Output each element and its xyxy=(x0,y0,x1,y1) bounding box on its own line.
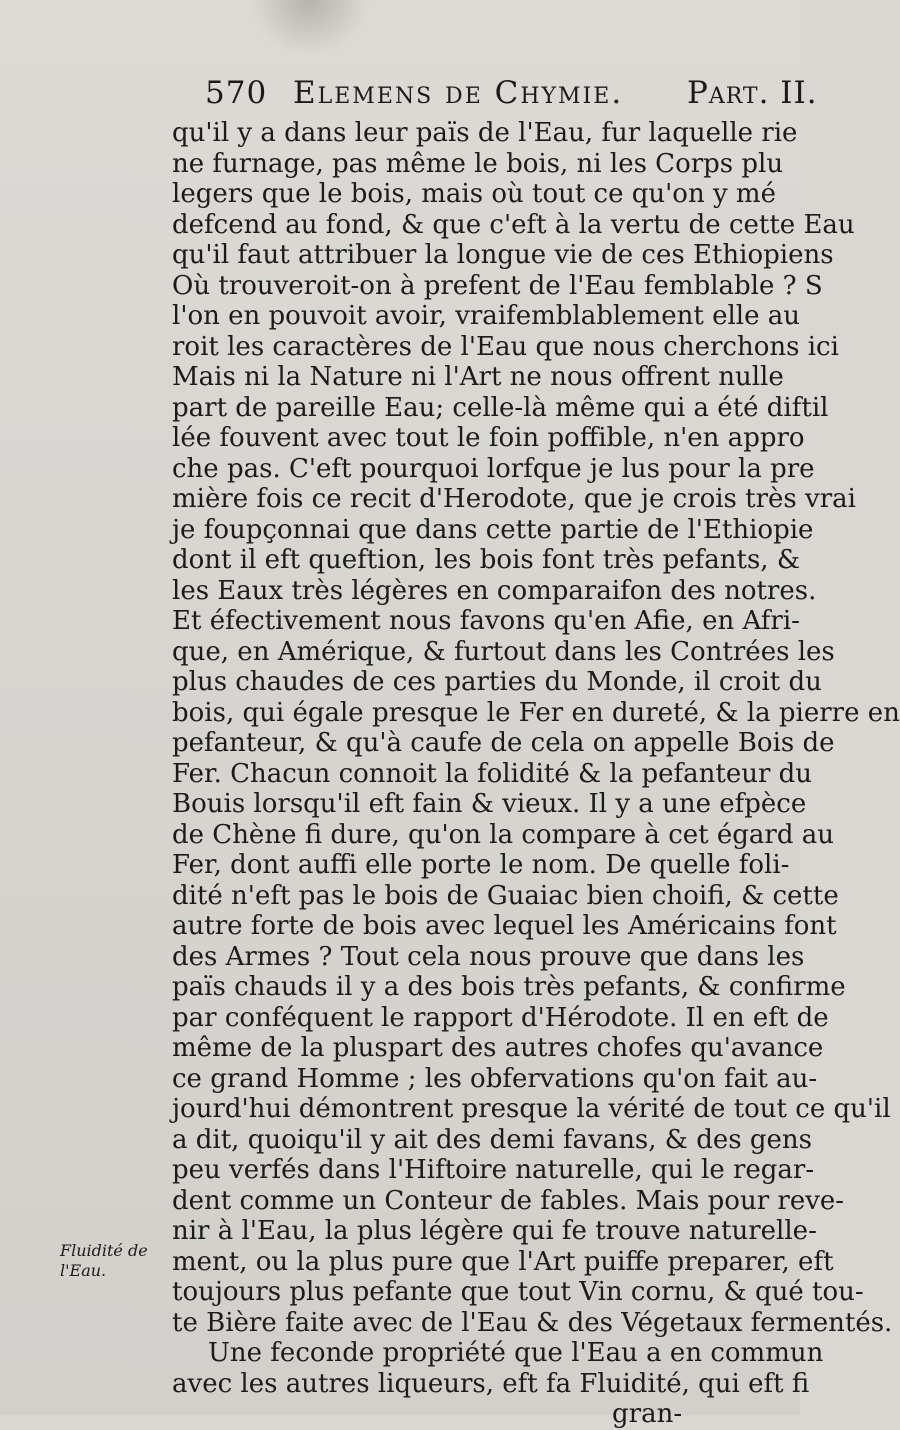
page-number: 570 xyxy=(205,75,268,111)
text-line: autre forte de bois avec lequel les Américains font xyxy=(172,911,837,941)
text-line: Et éfectivement nous favons qu'en Afie, en Afri- xyxy=(172,606,800,636)
margin-note: Fluidité de l'Eau. xyxy=(60,1241,148,1280)
text-line: Bouis lorsqu'il eft fain & vieux. Il y a une efpèce xyxy=(172,789,807,819)
text-line: dent comme un Conteur de fables. Mais pour reve- xyxy=(172,1185,845,1216)
text-line: même de la pluspart des autres chofes qu'avance xyxy=(172,1033,824,1063)
body-text xyxy=(172,118,900,1430)
text-line: ce grand Homme ; les obfervations qu'on fait au- xyxy=(172,1063,818,1094)
text-line: dont il eft queftion, les bois font très pefants, & xyxy=(172,545,800,575)
text-line: je foupçonnai que dans cette partie de l'Ethiopie xyxy=(172,514,814,545)
text-line: defcend au fond, & que c'eft à la vertu de cette Eau xyxy=(172,209,855,240)
text-line: qu'il faut attribuer la longue vie de ces Ethiopiens xyxy=(172,240,834,270)
text-line: de Chène fi dure, qu'on la compare à cet égard au xyxy=(172,819,834,850)
page-stain xyxy=(250,0,370,55)
text-line: Mais ni la Nature ni l'Art ne nous offrent nulle xyxy=(172,362,784,392)
text-line: les Eaux très légères en comparaifon des notres. xyxy=(172,575,817,606)
text-line: par conféquent le rapport d'Hérodote. Il en eft de xyxy=(172,1002,829,1033)
text-line: legers que le bois, mais où tout ce qu'on y mé xyxy=(172,179,776,209)
running-title: Elemens de Chymie. xyxy=(293,75,624,111)
text-line: a dit, quoiqu'il y ait des demi favans, & des gens xyxy=(172,1124,812,1155)
text-line: pefanteur, & qu'à caufe de cela on appelle Bois de xyxy=(172,728,835,758)
text-line: que, en Amérique, & furtout dans les Contrées les xyxy=(172,636,835,667)
text-line: païs chauds il y a des bois très pefants, & confirme xyxy=(172,972,846,1002)
text-line: plus chaudes de ces parties du Monde, il croit du xyxy=(172,667,822,697)
text-line: che pas. C'eft pourquoi lorfque je lus pour la pre xyxy=(172,453,815,484)
text-line: qu'il y a dans leur païs de l'Eau, fur laquelle rie xyxy=(172,118,798,148)
text-line: Où trouveroit-on à prefent de l'Eau femblable ? S xyxy=(172,270,823,301)
text-line: des Armes ? Tout cela nous prouve que dans les xyxy=(172,941,805,972)
text-line: jourd'hui démontrent presque la vérité de tout ce qu'il xyxy=(172,1094,891,1124)
text-line: bois, qui égale presque le Fer en dureté, & la pierre en xyxy=(172,697,900,728)
text-line: Une feconde propriété que l'Eau a en commun xyxy=(208,1338,824,1368)
text-line: Fer. Chacun connoit la folidité & la pefanteur du xyxy=(172,758,813,789)
text-line: part de pareille Eau; celle-là même qui a été diftil xyxy=(172,392,829,423)
text-line: toujours plus pefante que tout Vin cornu, & qué tou- xyxy=(172,1277,864,1307)
text-line: ment, ou la plus pure que l'Art puiffe preparer, eft xyxy=(172,1246,834,1277)
text-line: Fer, dont auffi elle porte le nom. De quelle foli- xyxy=(172,850,790,880)
text-line: lée fouvent avec tout le foin poffible, n'en appro xyxy=(172,423,805,453)
text-line: mière fois ce recit d'Herodote, que je crois très vrai xyxy=(172,484,856,514)
text-line: peu verfés dans l'Hiftoire naturelle, qui le regar- xyxy=(172,1155,815,1185)
text-line: te Bière faite avec de l'Eau & des Végetaux fermentés. xyxy=(172,1307,893,1338)
text-line: roit les caractères de l'Eau que nous cherchons ici xyxy=(172,331,839,362)
part-label: Part. II. xyxy=(687,75,818,111)
text-line: nir à l'Eau, la plus légère qui fe trouve naturelle- xyxy=(172,1216,817,1246)
catchword: gran- xyxy=(612,1399,683,1429)
running-header xyxy=(205,75,818,119)
text-line: ne furnage, pas même le bois, ni les Corps plu xyxy=(172,148,784,179)
text-line: l'on en pouvoit avoir, vraifemblablement elle au xyxy=(172,301,801,331)
text-line: avec les autres liqueurs, eft fa Fluidité, qui eft fi xyxy=(172,1368,810,1399)
text-line: dité n'eft pas le bois de Guaiac bien choifi, & cette xyxy=(172,880,839,911)
